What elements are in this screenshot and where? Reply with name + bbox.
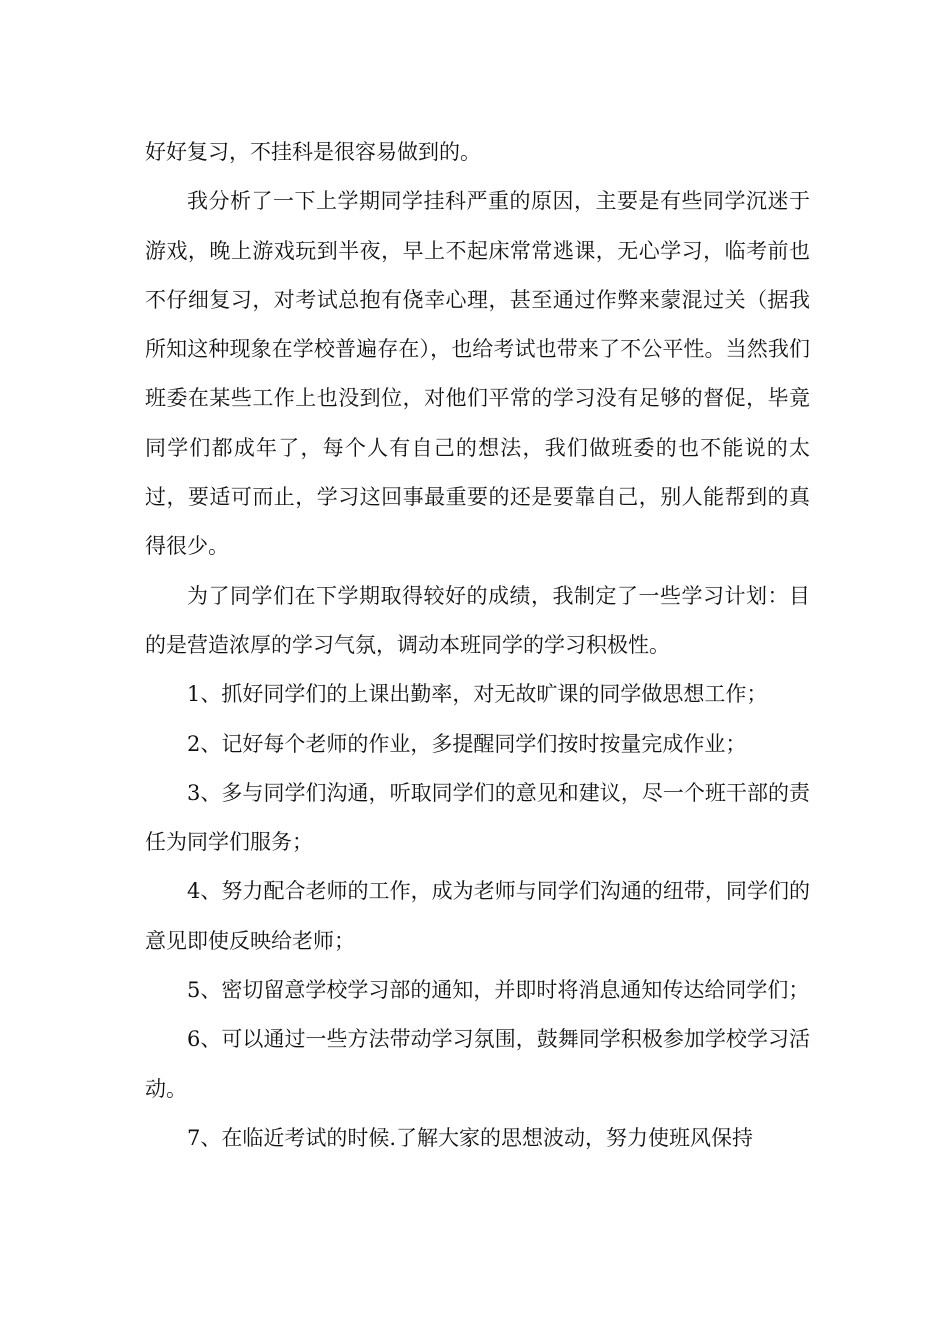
list-item: 4、努力配合老师的工作，成为老师与同学们沟通的纽带，同学们的意见即使反映给老师； — [145, 879, 810, 953]
list-item: 2、记好每个老师的作业，多提醒同学们按时按量完成作业； — [187, 731, 747, 756]
list-item: 7、在临近考试的时候.了解大家的思想波动，努力使班风保持 — [187, 1125, 754, 1150]
document-body — [145, 128, 810, 1163]
paragraph: 好好复习，不挂科是很容易做到的。 — [145, 140, 481, 164]
paragraph: 我分析了一下上学期同学挂科严重的原因，主要是有些同学沉迷于游戏，晚上游戏玩到半夜，早上不起床常常逃课，无心学习，临考前也不仔细复习，对考试总抱有侥幸心理，甚至通过作弊来蒙混过关（据我所知这种现象在学校普遍存在），也给考试也带来了不公平性。当然我们班委在某些工作上也没到位，对他们平常的学习没有足够的督促，毕竟同学们都成年了，每个人有自己的想法，我们做班委的也不能说的太过，要适可而止，学习这回事最重要的还是要靠自己，别人能帮到的真得很少。 — [145, 189, 810, 559]
paragraph: 为了同学们在下学期取得较好的成绩，我制定了一些学习计划：目的是营造浓厚的学习气氛，调动本班同学的学习积极性。 — [145, 583, 810, 657]
list-item: 3、多与同学们沟通，听取同学们的意见和建议，尽一个班干部的责任为同学们服务； — [145, 780, 810, 855]
list-item: 5、密切留意学校学习部的通知，并即时将消息通知传达给同学们； — [187, 978, 810, 1003]
list-item: 1、抓好同学们的上课出勤率，对无故旷课的同学做思想工作； — [187, 682, 768, 707]
list-item: 6、可以通过一些方法带动学习氛围，鼓舞同学积极参加学校学习活动。 — [145, 1027, 810, 1101]
